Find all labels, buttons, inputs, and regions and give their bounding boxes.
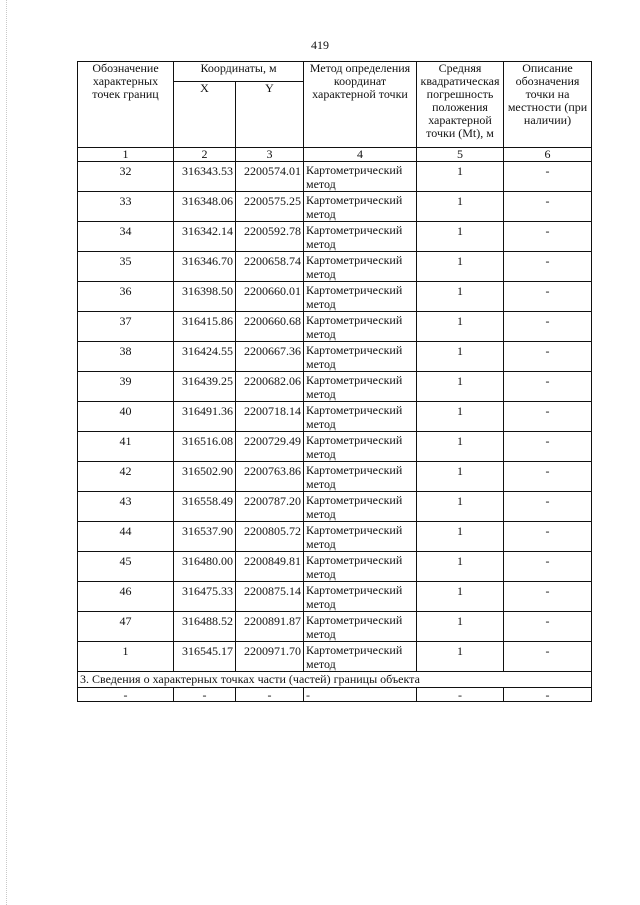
table-row bbox=[78, 492, 592, 522]
column-number: 2 bbox=[174, 148, 236, 162]
column-number-row bbox=[78, 148, 592, 162]
description-cell: - bbox=[504, 432, 592, 462]
point-id-cell: 43 bbox=[78, 492, 174, 522]
method-cell: Картометрический метод bbox=[304, 342, 417, 372]
y-coordinate-cell: 2200574.01 bbox=[236, 162, 304, 192]
description-cell: - bbox=[504, 552, 592, 582]
y-coordinate-cell: 2200660.01 bbox=[236, 282, 304, 312]
mean-error-cell: 1 bbox=[417, 582, 504, 612]
mean-error-cell: 1 bbox=[417, 522, 504, 552]
description-cell: - bbox=[504, 582, 592, 612]
y-coordinate-cell: 2200667.36 bbox=[236, 342, 304, 372]
description-cell: - bbox=[504, 312, 592, 342]
table-row bbox=[78, 162, 592, 192]
x-coordinate-cell: 316488.52 bbox=[174, 612, 236, 642]
y-coordinate-cell: 2200592.78 bbox=[236, 222, 304, 252]
column-number: 3 bbox=[236, 148, 304, 162]
description-cell: - bbox=[504, 492, 592, 522]
coordinates-table bbox=[77, 61, 592, 702]
x-coordinate-cell: 316558.49 bbox=[174, 492, 236, 522]
point-id-cell: 32 bbox=[78, 162, 174, 192]
method-cell: Картометрический метод bbox=[304, 372, 417, 402]
method-cell: Картометрический метод bbox=[304, 282, 417, 312]
header-point-designation: Обозначение характерных точек границ bbox=[78, 62, 174, 148]
description-cell: - bbox=[504, 462, 592, 492]
mean-error-cell: 1 bbox=[417, 282, 504, 312]
y-coordinate-cell: 2200658.74 bbox=[236, 252, 304, 282]
method-cell: Картометрический метод bbox=[304, 612, 417, 642]
table-row bbox=[78, 312, 592, 342]
mean-error-cell: 1 bbox=[417, 642, 504, 672]
mean-error-cell: 1 bbox=[417, 342, 504, 372]
x-coordinate-cell: 316480.00 bbox=[174, 552, 236, 582]
header-x: X bbox=[174, 82, 236, 148]
method-cell: Картометрический метод bbox=[304, 492, 417, 522]
point-id-cell: 44 bbox=[78, 522, 174, 552]
page-number: 419 bbox=[311, 38, 329, 52]
mean-error-cell: 1 bbox=[417, 552, 504, 582]
y-coordinate-cell: 2200575.25 bbox=[236, 192, 304, 222]
x-coordinate-cell: 316424.55 bbox=[174, 342, 236, 372]
table-row bbox=[78, 402, 592, 432]
description-cell: - bbox=[504, 282, 592, 312]
table-body bbox=[78, 162, 592, 672]
table-row bbox=[78, 222, 592, 252]
header-coordinates: Координаты, м bbox=[174, 62, 304, 82]
method-cell: Картометрический метод bbox=[304, 552, 417, 582]
mean-error-cell: 1 bbox=[417, 612, 504, 642]
point-id-cell: 41 bbox=[78, 432, 174, 462]
mean-error-cell: 1 bbox=[417, 462, 504, 492]
description-cell: - bbox=[504, 612, 592, 642]
point-id-cell: 33 bbox=[78, 192, 174, 222]
mean-error-cell: 1 bbox=[417, 492, 504, 522]
y-coordinate-cell: 2200805.72 bbox=[236, 522, 304, 552]
table-row bbox=[78, 612, 592, 642]
x-coordinate-cell: 316415.86 bbox=[174, 312, 236, 342]
x-coordinate-cell: 316348.06 bbox=[174, 192, 236, 222]
description-cell: - bbox=[504, 162, 592, 192]
method-cell: Картометрический метод bbox=[304, 222, 417, 252]
scan-edge bbox=[0, 0, 7, 905]
description-cell: - bbox=[504, 522, 592, 552]
column-number: 6 bbox=[504, 148, 592, 162]
x-coordinate-cell: 316439.25 bbox=[174, 372, 236, 402]
y-coordinate-cell: 2200971.70 bbox=[236, 642, 304, 672]
table-row bbox=[78, 282, 592, 312]
mean-error-cell: 1 bbox=[417, 252, 504, 282]
y-coordinate-cell: 2200718.14 bbox=[236, 402, 304, 432]
description-cell: - bbox=[504, 372, 592, 402]
x-coordinate-cell: 316537.90 bbox=[174, 522, 236, 552]
y-coordinate-cell: 2200660.68 bbox=[236, 312, 304, 342]
point-id-cell: 39 bbox=[78, 372, 174, 402]
empty-cell: - bbox=[417, 688, 504, 702]
empty-cell: - bbox=[78, 688, 174, 702]
x-coordinate-cell: 316343.53 bbox=[174, 162, 236, 192]
mean-error-cell: 1 bbox=[417, 222, 504, 252]
method-cell: Картометрический метод bbox=[304, 432, 417, 462]
header-y: Y bbox=[236, 82, 304, 148]
point-id-cell: 40 bbox=[78, 402, 174, 432]
table-row bbox=[78, 342, 592, 372]
point-id-cell: 42 bbox=[78, 462, 174, 492]
y-coordinate-cell: 2200763.86 bbox=[236, 462, 304, 492]
x-coordinate-cell: 316342.14 bbox=[174, 222, 236, 252]
mean-error-cell: 1 bbox=[417, 402, 504, 432]
table-row bbox=[78, 192, 592, 222]
column-number: 4 bbox=[304, 148, 417, 162]
method-cell: Картометрический метод bbox=[304, 642, 417, 672]
header-description: Описание обозначения точки на местности (при наличии) bbox=[504, 62, 592, 148]
y-coordinate-cell: 2200729.49 bbox=[236, 432, 304, 462]
point-id-cell: 34 bbox=[78, 222, 174, 252]
empty-cell: - bbox=[304, 688, 417, 702]
description-cell: - bbox=[504, 222, 592, 252]
header-mean-error: Средняя квадратическая погрешность положения характерной точки (Mt), м bbox=[417, 62, 504, 148]
description-cell: - bbox=[504, 192, 592, 222]
column-number: 5 bbox=[417, 148, 504, 162]
x-coordinate-cell: 316491.36 bbox=[174, 402, 236, 432]
x-coordinate-cell: 316475.33 bbox=[174, 582, 236, 612]
point-id-cell: 45 bbox=[78, 552, 174, 582]
x-coordinate-cell: 316398.50 bbox=[174, 282, 236, 312]
header-method: Метод определения координат характерной точки bbox=[304, 62, 417, 148]
section-row bbox=[78, 672, 592, 688]
description-cell: - bbox=[504, 402, 592, 432]
table-row bbox=[78, 522, 592, 552]
empty-cell: - bbox=[236, 688, 304, 702]
y-coordinate-cell: 2200875.14 bbox=[236, 582, 304, 612]
point-id-cell: 47 bbox=[78, 612, 174, 642]
point-id-cell: 36 bbox=[78, 282, 174, 312]
method-cell: Картометрический метод bbox=[304, 162, 417, 192]
y-coordinate-cell: 2200849.81 bbox=[236, 552, 304, 582]
mean-error-cell: 1 bbox=[417, 162, 504, 192]
x-coordinate-cell: 316516.08 bbox=[174, 432, 236, 462]
method-cell: Картометрический метод bbox=[304, 522, 417, 552]
point-id-cell: 46 bbox=[78, 582, 174, 612]
mean-error-cell: 1 bbox=[417, 432, 504, 462]
point-id-cell: 37 bbox=[78, 312, 174, 342]
description-cell: - bbox=[504, 252, 592, 282]
point-id-cell: 1 bbox=[78, 642, 174, 672]
description-cell: - bbox=[504, 342, 592, 372]
y-coordinate-cell: 2200891.87 bbox=[236, 612, 304, 642]
description-cell: - bbox=[504, 642, 592, 672]
method-cell: Картометрический метод bbox=[304, 582, 417, 612]
y-coordinate-cell: 2200682.06 bbox=[236, 372, 304, 402]
x-coordinate-cell: 316346.70 bbox=[174, 252, 236, 282]
table-row bbox=[78, 252, 592, 282]
section-title: 3. Сведения о характерных точках части (частей) границы объекта bbox=[78, 672, 592, 688]
point-id-cell: 35 bbox=[78, 252, 174, 282]
table-row bbox=[78, 372, 592, 402]
table-row bbox=[78, 432, 592, 462]
table-row bbox=[78, 582, 592, 612]
method-cell: Картометрический метод bbox=[304, 312, 417, 342]
method-cell: Картометрический метод bbox=[304, 402, 417, 432]
point-id-cell: 38 bbox=[78, 342, 174, 372]
table-row bbox=[78, 552, 592, 582]
column-number: 1 bbox=[78, 148, 174, 162]
table-row bbox=[78, 462, 592, 492]
method-cell: Картометрический метод bbox=[304, 252, 417, 282]
empty-cell: - bbox=[504, 688, 592, 702]
method-cell: Картометрический метод bbox=[304, 192, 417, 222]
y-coordinate-cell: 2200787.20 bbox=[236, 492, 304, 522]
x-coordinate-cell: 316502.90 bbox=[174, 462, 236, 492]
mean-error-cell: 1 bbox=[417, 372, 504, 402]
method-cell: Картометрический метод bbox=[304, 462, 417, 492]
empty-cell: - bbox=[174, 688, 236, 702]
mean-error-cell: 1 bbox=[417, 192, 504, 222]
empty-row bbox=[78, 688, 592, 702]
x-coordinate-cell: 316545.17 bbox=[174, 642, 236, 672]
table-row bbox=[78, 642, 592, 672]
mean-error-cell: 1 bbox=[417, 312, 504, 342]
